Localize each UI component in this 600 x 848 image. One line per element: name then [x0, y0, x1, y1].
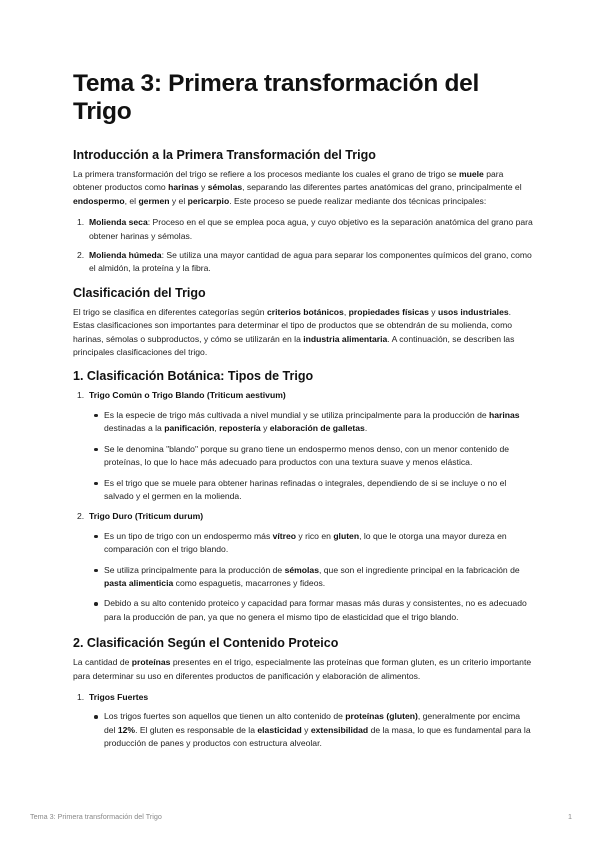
bullet-icon — [94, 602, 98, 606]
bold-run: industria alimentaria — [303, 333, 388, 344]
bullet-icon — [94, 569, 98, 573]
text-run: . A continuación, se describen las principales clasificaciones del trigo. — [73, 333, 515, 358]
page-number: 1 — [568, 812, 572, 821]
clasificacion-paragraph — [73, 306, 533, 360]
bold-run: panificación — [164, 423, 215, 434]
proteico-paragraph — [73, 656, 533, 683]
text-run: El trigo se clasifica en diferentes categorías según — [73, 306, 267, 317]
text-run: y — [428, 306, 438, 317]
text-run: destinadas a la — [104, 423, 165, 434]
footer-title: Tema 3: Primera transformación del Trigo — [30, 812, 162, 821]
bullet-icon — [94, 414, 98, 418]
text-run: y — [198, 182, 208, 193]
document-content — [73, 70, 533, 758]
bullet-icon — [94, 535, 98, 539]
list-item — [73, 389, 533, 503]
text-run: . Estas clasificaciones son importantes para determinar el tipo de productos que se obtendrán de su molienda, como harinas, sémolas o subproductos, y cómo se utilizarán en la — [73, 306, 513, 344]
protein-type-list — [73, 691, 533, 751]
text-run: Es un tipo de trigo con un endospermo más — [104, 530, 273, 541]
bold-run: muele — [458, 169, 484, 179]
proteico-heading: 2. Clasificación Según el Contenido Proteico — [73, 636, 339, 651]
bold-run: sémolas — [284, 564, 319, 575]
text-run: , generalmente por encima del — [104, 711, 521, 735]
text-run: , el — [124, 195, 139, 206]
text-run: y — [301, 724, 311, 735]
wheat-type-list — [73, 389, 533, 624]
bold-run: usos industriales — [437, 306, 509, 317]
bold-run: endospermo — [73, 195, 125, 206]
list-item — [73, 249, 533, 276]
text-run: . Este proceso se puede realizar mediante dos técnicas principales: — [229, 195, 487, 206]
text-run: y — [260, 423, 270, 434]
bold-run: 12% — [117, 724, 136, 735]
list-number: 1. — [77, 691, 85, 702]
text-run: como espaguetis, macarrones y fideos. — [173, 577, 326, 588]
bullet-item — [89, 710, 533, 750]
bullet-item — [89, 530, 533, 557]
list-item-title: Trigo Duro (Triticum durum) — [89, 511, 204, 522]
text-run: . — [364, 423, 368, 434]
bullet-item — [89, 409, 533, 436]
bold-run: sémolas — [207, 182, 243, 193]
botanica-heading: 1. Clasificación Botánica: Tipos de Trigo — [73, 369, 314, 384]
list-number: 1. — [77, 390, 85, 401]
text-run: Se utiliza principalmente para la producción de — [104, 564, 285, 575]
list-item-title: Trigos Fuertes — [89, 691, 149, 702]
bold-run: Molienda húmeda — [89, 250, 162, 261]
text-run: : Se utiliza una mayor cantidad de agua para separar los componentes químicos del grano, como el almidón, la proteína y la fibra. — [89, 250, 532, 274]
intro-section — [73, 148, 533, 276]
bold-run: harinas — [168, 182, 199, 193]
text-run: Se le denomina "blando" porque su grano tiene un endospermo menos denso, con un menor contenido de proteínas, lo que lo hace más adecuado para productos con una textura suave y menos elástica. — [104, 443, 510, 468]
bold-run: germen — [138, 195, 170, 206]
text-run: . El gluten es responsable de la — [135, 724, 258, 735]
text-run: , separando las diferentes partes anatómicas del grano, principalmente el — [242, 182, 522, 193]
bullet-icon — [94, 448, 98, 452]
clasificacion-heading: Clasificación del Trigo — [73, 285, 206, 300]
list-item — [73, 510, 533, 624]
list-item — [73, 691, 533, 751]
bold-run: vítreo — [272, 530, 297, 541]
bold-run: proteínas (gluten) — [345, 711, 418, 722]
bold-run: repostería — [219, 423, 261, 434]
text-run: y el — [169, 195, 188, 206]
list-item — [73, 216, 533, 243]
bullet-item — [89, 443, 533, 470]
page-footer — [30, 812, 572, 821]
bold-run: harinas — [489, 409, 520, 420]
intro-heading: Introducción a la Primera Transformación del Trigo — [73, 148, 376, 162]
bold-run: propiedades físicas — [348, 306, 429, 317]
list-item-title: Trigo Común o Trigo Blando (Triticum aestivum) — [89, 390, 286, 401]
text-run: La primera transformación del trigo se refiere a los procesos mediante los cuales el grano de trigo se — [73, 169, 459, 179]
text-run: para obtener productos como — [73, 169, 504, 193]
bullet-item — [89, 477, 533, 504]
bold-run: proteínas — [131, 657, 171, 668]
botanica-section — [73, 369, 533, 624]
bold-run: pasta alimenticia — [104, 577, 174, 588]
text-run: La cantidad de — [73, 657, 132, 668]
text-run: , que son el ingrediente principal en la fabricación de — [318, 564, 520, 575]
text-run: Es el trigo que se muele para obtener harinas refinadas o integrales, dependiendo de si se incluye o no el salvado y el germen en la molienda. — [104, 477, 507, 501]
page-title: Tema 3: Primera transformación del Trigo — [73, 70, 479, 125]
clasificacion-section — [73, 286, 533, 360]
intro-paragraph — [73, 168, 533, 208]
bullet-item — [89, 597, 533, 624]
list-number: 1. — [77, 217, 85, 228]
text-run: , lo que le otorga una mayor dureza en comparación con el trigo blando. — [104, 530, 507, 555]
text-run: Debido a su alto contenido proteico y capacidad para formar masas más duras y consistentes, no es adecuado para la producción de pan, ya que no genera el mismo tipo de elasticidad que el trigo blando. — [104, 598, 527, 622]
text-run: Es la especie de trigo más cultivada a nivel mundial y se utiliza principalmente para la producción de — [104, 409, 490, 420]
bullet-list — [89, 530, 533, 624]
bold-run: gluten — [333, 530, 360, 541]
bold-run: elaboración de galletas — [269, 423, 365, 434]
bold-run: criterios botánicos — [266, 306, 344, 317]
list-number: 2. — [77, 511, 85, 522]
bold-run: pericarpio — [187, 195, 230, 206]
bold-run: elasticidad — [257, 724, 302, 735]
technique-list — [73, 216, 533, 276]
bold-run: Molienda seca — [89, 217, 148, 228]
bullet-icon — [94, 715, 98, 719]
text-run: Los trigos fuertes son aquellos que tienen un alto contenido de — [104, 711, 346, 722]
text-run: , — [343, 306, 349, 317]
bullet-item — [89, 564, 533, 591]
text-run: , — [214, 423, 220, 434]
list-number: 2. — [77, 250, 85, 261]
proteico-section — [73, 636, 533, 750]
text-run: presentes en el trigo, especialmente las proteínas que forman gluten, es un criterio importante para determinar su uso en diferentes productos de panificación y elaboración de alimentos. — [73, 657, 532, 681]
bold-run: extensibilidad — [310, 724, 369, 735]
bullet-list — [89, 409, 533, 503]
bullet-list — [89, 710, 533, 750]
text-run: de la masa, lo que es fundamental para la producción de panes y productos con estructura alveolar. — [104, 724, 531, 749]
text-run: y rico en — [296, 530, 334, 541]
bullet-icon — [94, 482, 98, 486]
text-run: : Proceso en el que se emplea poca agua, y cuyo objetivo es la separación anatómica del grano para obtener harinas y sémolas. — [89, 217, 533, 241]
